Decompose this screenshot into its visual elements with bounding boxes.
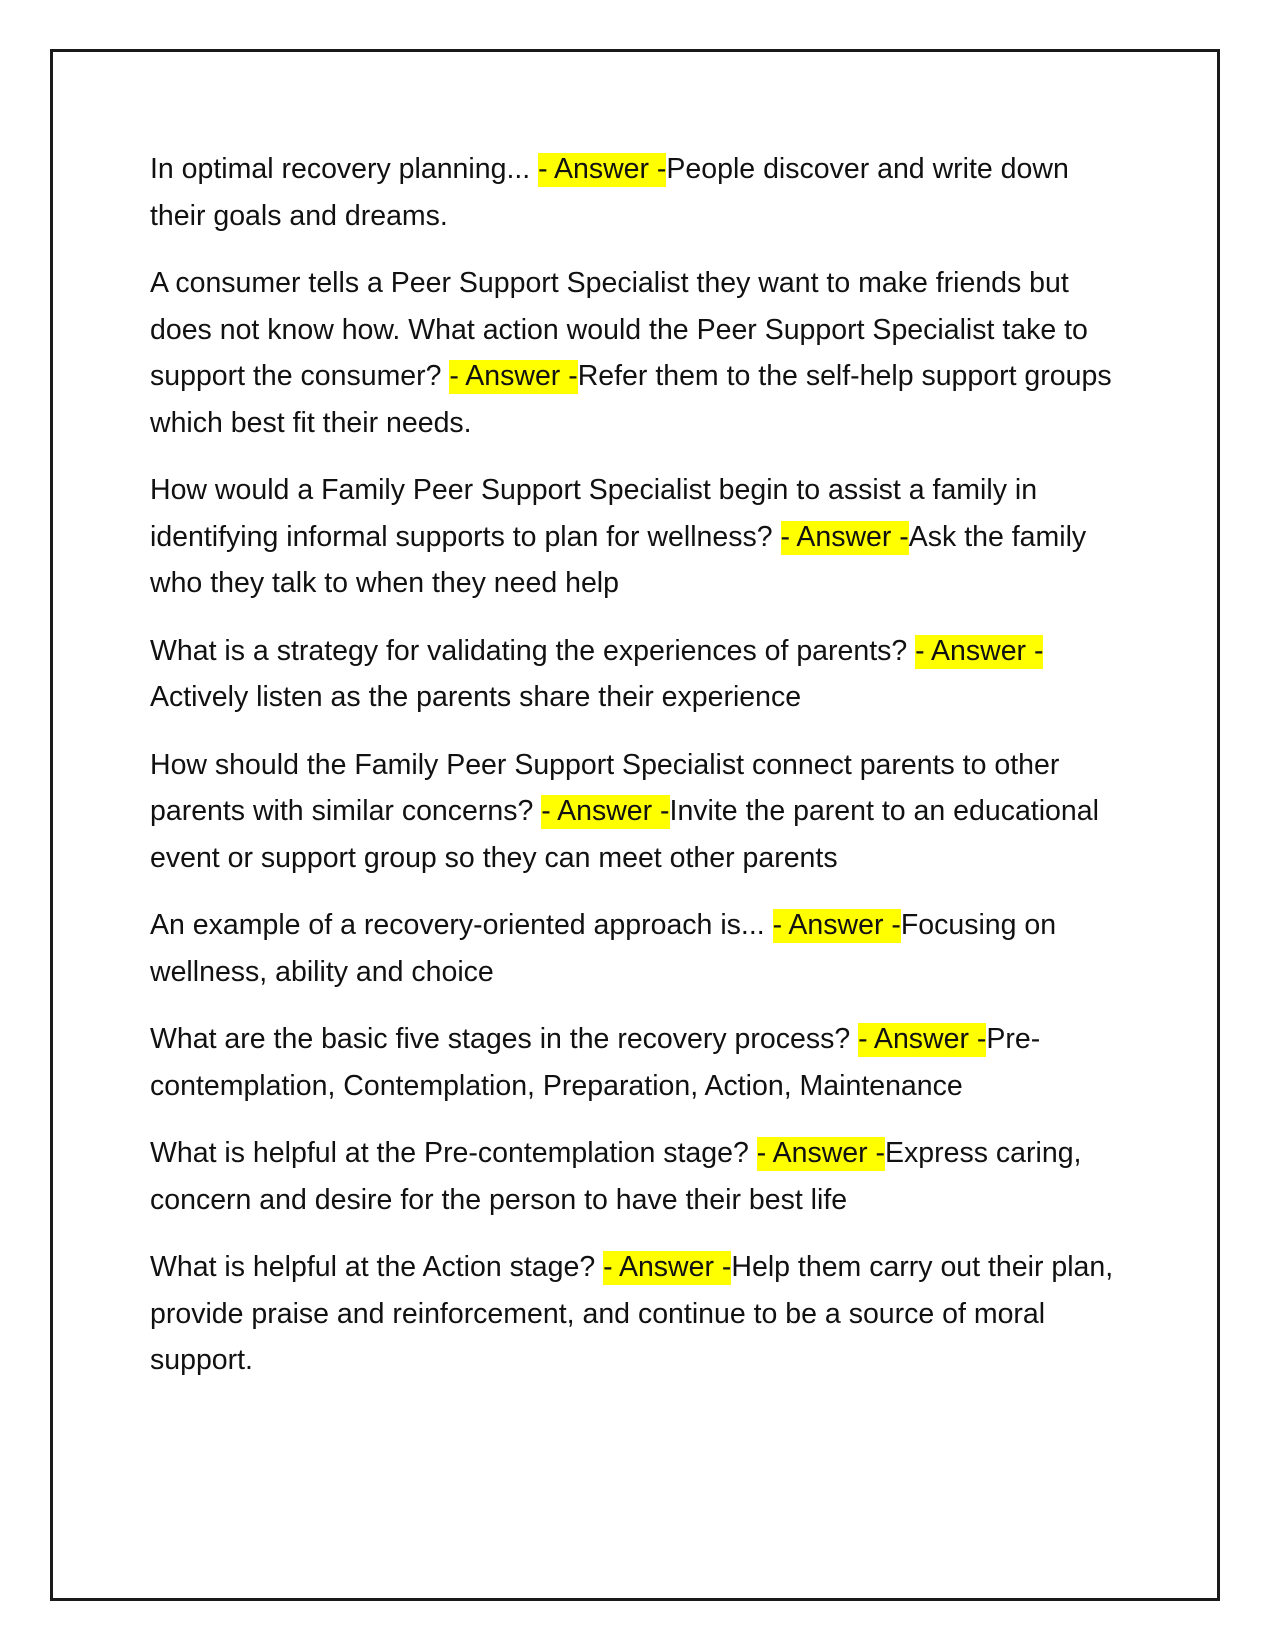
answer-text: Invite the parent to an educational event or support group so they can meet other parents [150,795,1099,874]
answer-marker: - Answer - [756,1137,886,1169]
answer-text: Ask the family who they talk to when they need help [150,520,1087,599]
question-text: What are the basic five stages in the recovery process? [150,1023,859,1055]
answer-text: Pre-contemplation, Contemplation, Preparation, Action, Maintenance [150,1023,1041,1102]
qa-item [150,260,1130,446]
qa-item [150,1130,1130,1223]
answer-text: Actively listen as the parents share their experience [150,681,802,713]
question-text: An example of a recovery-oriented approach is... [150,909,773,941]
question-text: What is a strategy for validating the experiences of parents? [150,634,916,667]
answer-marker: - Answer - [538,153,667,185]
answer-marker: - Answer - [915,634,1044,667]
document-body [150,146,1130,1405]
answer-marker: - Answer - [541,795,670,827]
answer-text: People discover and write down their goals and dreams. [150,153,1069,232]
qa-item [150,628,1130,721]
question-text: A consumer tells a Peer Support Specialist they want to make friends but does not know how. What action would the Peer Support Specialist take to support the consumer? [150,267,1088,392]
question-text: How should the Family Peer Support Specialist connect parents to other parents with similar concerns? [150,748,1060,827]
question-text: How would a Family Peer Support Specialist begin to assist a family in identifying informal supports to plan for wellness? [150,474,1038,553]
answer-marker: - Answer - [603,1251,732,1283]
answer-marker: - Answer - [772,909,901,941]
qa-item [150,467,1130,607]
answer-marker: - Answer - [449,360,578,392]
question-text: What is helpful at the Pre-contemplation stage? [150,1137,757,1169]
qa-item [150,902,1130,995]
question-text: What is helpful at the Action stage? [150,1251,604,1283]
qa-item [150,1016,1130,1109]
question-text: In optimal recovery planning... [150,153,539,185]
answer-text: Refer them to the self-help support groups which best fit their needs. [150,360,1112,439]
qa-item [150,146,1130,239]
answer-text: Express caring, concern and desire for the person to have their best life [150,1137,1082,1216]
answer-text: Focusing on wellness, ability and choice [150,909,1057,988]
qa-item [150,742,1130,882]
qa-item [150,1244,1130,1384]
answer-marker: - Answer - [780,520,909,553]
answer-text: Help them carry out their plan, provide praise and reinforcement, and continue to be a source of moral support. [150,1251,1114,1376]
answer-marker: - Answer - [858,1023,987,1055]
